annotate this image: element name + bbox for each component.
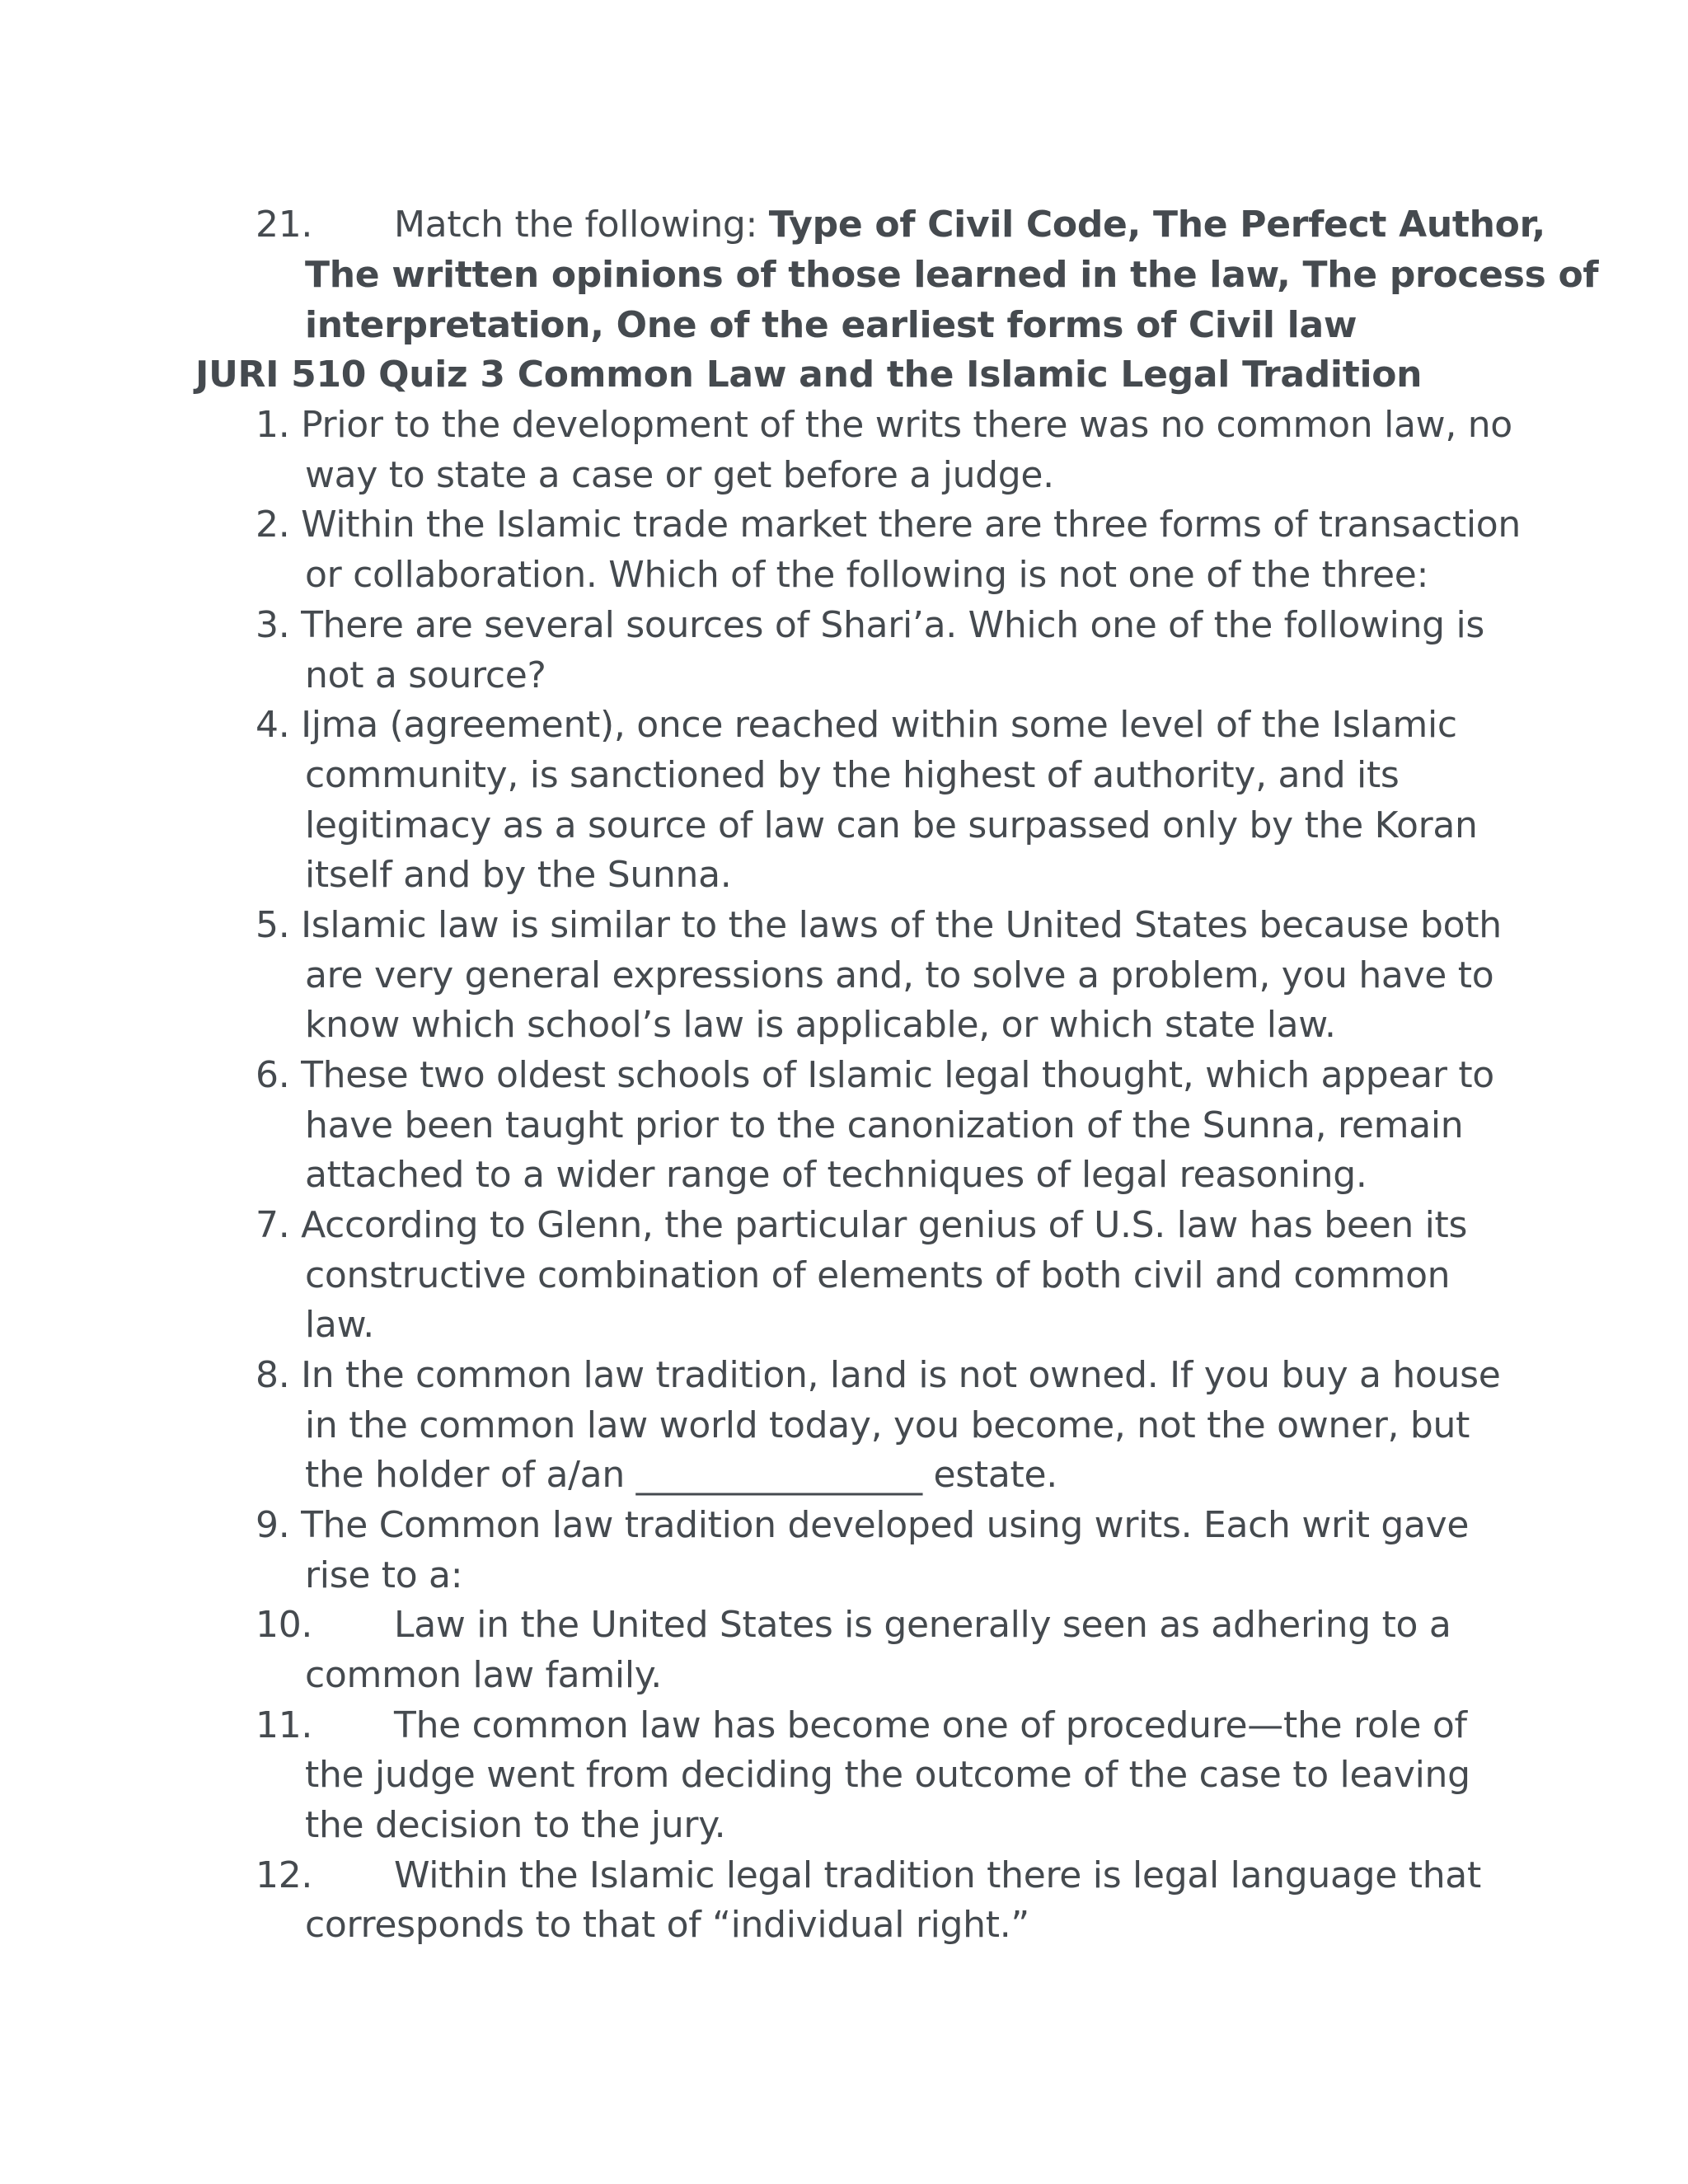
intro-item-lead: Match the following:: [394, 204, 769, 246]
question-text: The Common law tradition developed using writs. Each writ gave: [301, 1504, 1470, 1546]
question-1-line-1: [256, 400, 1512, 450]
question-number: 5.: [256, 904, 290, 946]
question-9-line-2: rise to a:: [305, 1554, 463, 1596]
question-4-line-2: community, is sanctioned by the highest of authority, and its: [305, 754, 1400, 796]
question-number: 11.: [256, 1704, 313, 1746]
question-1-line-2: way to state a case or get before a judge.: [305, 454, 1054, 496]
question-text: Islamic law is similar to the laws of the United States because both: [301, 904, 1502, 946]
question-7-line-1: [256, 1200, 1467, 1250]
question-number: 12.: [256, 1854, 313, 1896]
question-6-line-3: attached to a wider range of techniques of legal reasoning.: [305, 1154, 1367, 1196]
question-6-line-1: [256, 1050, 1494, 1100]
question-4-line-3: legitimacy as a source of law can be surpassed only by the Koran: [305, 804, 1478, 846]
question-text: Prior to the development of the writs there was no common law, no: [301, 404, 1512, 446]
question-6-line-2: have been taught prior to the canonization of the Sunna, remain: [305, 1104, 1464, 1146]
question-3-line-1: [256, 600, 1484, 650]
question-number: 3.: [256, 604, 290, 646]
question-number: 1.: [256, 404, 290, 446]
question-7-line-2: constructive combination of elements of both civil and common: [305, 1254, 1451, 1296]
question-4-line-4: itself and by the Sunna.: [305, 854, 732, 896]
question-11-line-3: the decision to the jury.: [305, 1804, 726, 1846]
question-text: The common law has become one of procedure—the role of: [394, 1704, 1467, 1746]
question-text: In the common law tradition, land is not owned. If you buy a house: [301, 1354, 1501, 1396]
intro-item-number: 21.: [256, 204, 313, 246]
question-text: These two oldest schools of Islamic legal thought, which appear to: [301, 1054, 1494, 1096]
question-2-line-2: or collaboration. Which of the following is not one of the three:: [305, 554, 1429, 596]
question-2-line-1: [256, 499, 1521, 550]
question-12-line-1: [256, 1850, 1481, 1900]
quiz-heading: JURI 510 Quiz 3 Common Law and the Islamic Legal Tradition: [195, 354, 1423, 396]
intro-item-bold-3: interpretation, One of the earliest forms of Civil law: [305, 304, 1357, 346]
question-5-line-3: know which school’s law is applicable, or which state law.: [305, 1004, 1336, 1046]
question-8-line-3: the holder of a/an ________________ estate.: [305, 1454, 1057, 1496]
question-11-line-2: the judge went from deciding the outcome of the case to leaving: [305, 1754, 1470, 1796]
question-text: Within the Islamic legal tradition there is legal language that: [394, 1854, 1481, 1896]
question-text: Ijma (agreement), once reached within some level of the Islamic: [301, 704, 1457, 746]
question-7-line-3: law.: [305, 1304, 374, 1346]
question-number: 9.: [256, 1504, 290, 1546]
question-number: 8.: [256, 1354, 290, 1396]
question-11-line-1: [256, 1700, 1467, 1750]
question-text: According to Glenn, the particular genius of U.S. law has been its: [301, 1204, 1468, 1246]
question-text: There are several sources of Shari’a. Which one of the following is: [301, 604, 1485, 646]
question-3-line-2: not a source?: [305, 654, 546, 696]
question-number: 4.: [256, 704, 290, 746]
question-10-line-2: common law family.: [305, 1654, 662, 1696]
question-5-line-1: [256, 900, 1502, 950]
question-8-line-1: [256, 1350, 1501, 1400]
question-4-line-1: [256, 700, 1457, 750]
question-12-line-2: corresponds to that of “individual right.”: [305, 1904, 1029, 1946]
question-number: 2.: [256, 504, 290, 546]
question-number: 6.: [256, 1054, 290, 1096]
question-9-line-1: [256, 1500, 1469, 1550]
question-number: 7.: [256, 1204, 290, 1246]
intro-item-line-1: [256, 199, 1545, 250]
question-8-line-2: in the common law world today, you become, not the owner, but: [305, 1404, 1470, 1446]
intro-item-bold-1: Type of Civil Code, The Perfect Author,: [768, 204, 1545, 246]
question-text: Law in the United States is generally seen as adhering to a: [394, 1604, 1451, 1646]
question-number: 10.: [256, 1604, 313, 1646]
question-10-line-1: [256, 1600, 1451, 1650]
intro-item-bold-2: The written opinions of those learned in the law, The process of: [305, 254, 1599, 296]
question-text: Within the Islamic trade market there are three forms of transaction: [301, 504, 1522, 546]
question-5-line-2: are very general expressions and, to solve a problem, you have to: [305, 954, 1494, 996]
